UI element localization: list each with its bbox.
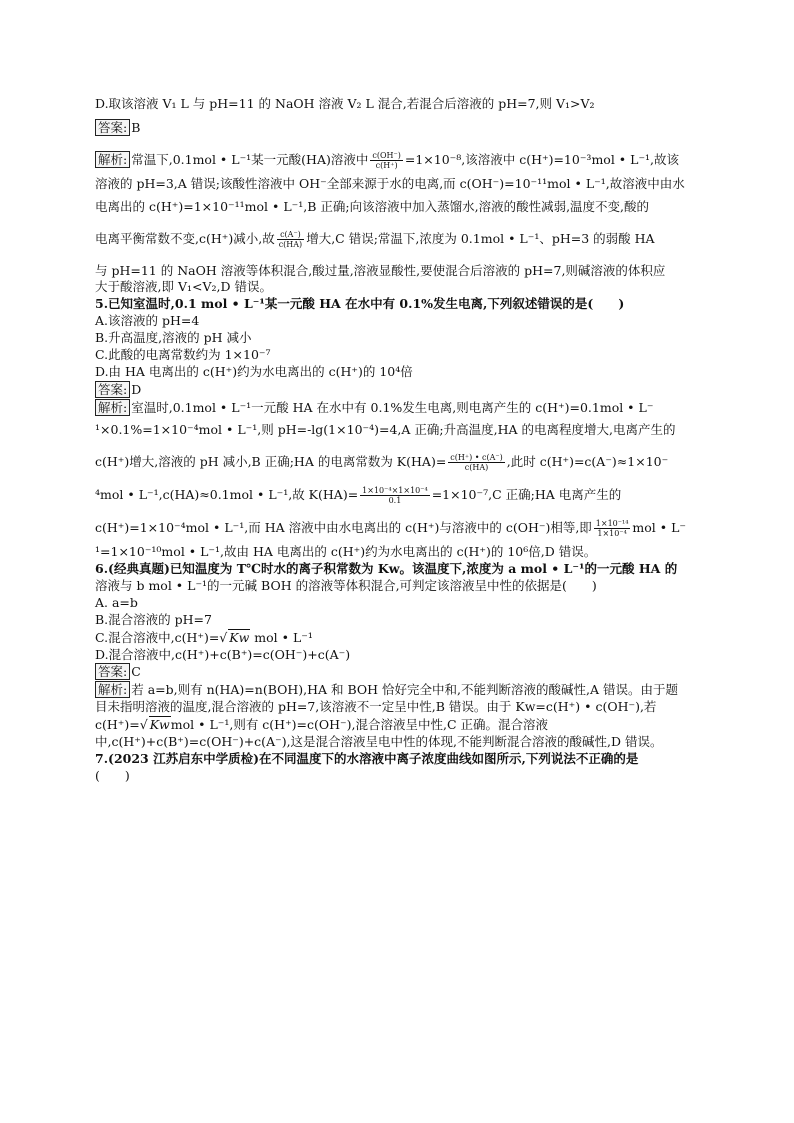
fraction: $\frac{\text{1×10⁻¹⁴}}{\text{1×10⁻⁴}}$ (595, 519, 629, 539)
document-page (95, 96, 710, 785)
q4-option-d: D.取该溶液 V₁ L 与 pH=11 的 NaOH 溶液 V₂ L 混合,若混合后溶液的 pH=7,则 V₁>V₂ (95, 96, 595, 111)
q6-option-a: A. a=b (95, 594, 138, 610)
analysis-label: 解析: (95, 681, 130, 698)
q5-analysis-line-2: ¹×0.1%=1×10⁻⁴mol • L⁻¹,则 pH=-lg(1×10⁻⁴)=4,A 正确;升高温度,HA 的电离程度增大,电离产生的 (95, 422, 676, 438)
q5-stem: 5.已知室温时,0.1 mol • L⁻¹某一元酸 HA 在水中有 0.1%发生电离,下列叙述错误的是( ) (95, 296, 625, 312)
q6-option-d: D.混合溶液中,c(H⁺)+c(B⁺)=c(OH⁻)+c(A⁻) (95, 646, 351, 662)
answer-value: C (131, 664, 141, 680)
q6-analysis-line-4: 中,c(H⁺)+c(B⁺)=c(OH⁻)+c(A⁻),这是混合溶液呈电中性的体现,不能判断混合溶液的酸碱性,D 错误。 (95, 733, 663, 749)
answer-label: 答案: (95, 381, 130, 398)
q7-stem-line-1: 7.(2023 江苏启东中学质检)在不同温度下的水溶液中离子浓度曲线如图所示,下列说法不正确的是 (95, 750, 639, 766)
answer-value: D (131, 381, 142, 397)
fraction: $\frac{c(A^-)}{c(HA)}$ (278, 229, 303, 249)
q6-analysis-line-2: 目未指明溶液的温度,混合溶液的 pH=7,该溶液不一定呈中性,B 错误。由于 Kw=c(H⁺) • c(OH⁻),若 (95, 699, 657, 715)
q6-analysis-line-1: 解析: 若 a=b,则有 n(HA)=n(BOH),HA 和 BOH 恰好完全中和,不能判断溶液的酸碱性,A 错误。由于题 (95, 681, 710, 699)
q5-option-a: A.该溶液的 pH=4 (95, 313, 200, 329)
q6-stem-line-1: 6.(经典真题)已知温度为 T℃时水的离子积常数为 Kw。该温度下,浓度为 a mol • L⁻¹的一元酸 HA 的 (95, 561, 678, 577)
analysis-label: 解析: (95, 399, 130, 416)
q4-analysis-line-2: 溶液的 pH=3,A 错误;该酸性溶液中 OH⁻全部来源于水的电离,而 c(OH⁻)=10⁻¹¹mol • L⁻¹,故溶液中由水 (95, 175, 685, 191)
sqrt-radicand: Kw (149, 717, 170, 732)
analysis-label: 解析: (95, 151, 130, 168)
q6-answer (95, 663, 710, 681)
fraction: $\frac{c(H^+) • c(A^-)}{c(HA)}$ (450, 453, 503, 473)
q6-option-b: B.混合溶液的 pH=7 (95, 611, 212, 627)
answer-label: 答案: (95, 119, 130, 136)
answer-label: 答案: (95, 663, 130, 680)
q5-analysis-line-4: ⁴mol • L⁻¹,c(HA)≈0.1mol • L⁻¹,故 K(HA)= $\frac{\text{1×10⁻⁴×1×10⁻⁴}}{0.1}$ =1×10⁻⁷,C 正确;HA 电离产生的 (95, 486, 622, 506)
fraction: $\frac{c(OH^-)}{c(H^+)}$ (372, 150, 401, 170)
q7-stem-line-2: ( ) (95, 767, 130, 783)
fraction: $\frac{\text{1×10⁻⁴×1×10⁻⁴}}{0.1}$ (362, 486, 428, 506)
q6-stem-line-2: 溶液与 b mol • L⁻¹的一元碱 BOH 的溶液等体积混合,可判定该溶液呈中性的依据是( ) (95, 578, 597, 593)
sqrt-radicand: Kw (229, 629, 250, 645)
q5-analysis-line-1: 解析: 室温时,0.1mol • L⁻¹一元酸 HA 在水中有 0.1%发生电离,则电离产生的 c(H⁺)=0.1mol • L⁻ (95, 399, 710, 417)
q4-analysis-line-5: 与 pH=11 的 NaOH 溶液等体积混合,酸过量,溶液显酸性,要使混合后溶液的 pH=7,则碱溶液的体积应 (95, 262, 666, 278)
answer-value: B (131, 119, 141, 135)
q5-option-b: B.升高温度,溶液的 pH 减小 (95, 330, 252, 345)
q4-analysis-line-6: 大于酸溶液,即 V₁<V₂,D 错误。 (95, 279, 272, 295)
q4-analysis-line-1: 解析: 常温下,0.1mol • L⁻¹某一元酸(HA)溶液中 $\frac{c(OH^-)}{c(H^+)}$ =1×10⁻⁸,该溶液中 c(H⁺)=10⁻³mol • L⁻¹,故该 (95, 151, 710, 170)
q6-option-c: C.混合溶液中,c(H⁺)=√ Kw mol • L⁻¹ (95, 629, 313, 645)
q5-analysis-line-5: c(H⁺)=1×10⁻⁴mol • L⁻¹,而 HA 溶液中由水电离出的 c(H⁺)与溶液中的 c(OH⁻)相等,即 $\frac{\text{1×10⁻¹⁴}}{\text{1×10⁻⁴}}$ mol • L⁻ (95, 519, 687, 539)
q4-analysis-line-3: 电离出的 c(H⁺)=1×10⁻¹¹mol • L⁻¹,B 正确;向该溶液中加入蒸馏水,溶液的酸性减弱,温度不变,酸的 (95, 198, 650, 214)
q5-option-d: D.由 HA 电离出的 c(H⁺)约为水电离出的 c(H⁺)的 10⁴倍 (95, 363, 413, 379)
q4-analysis-line-4: 电离平衡常数不变,c(H⁺)减小,故 $\frac{c(A^-)}{c(HA)}$ 增大,C 错误;常温下,浓度为 0.1mol • L⁻¹、pH=3 的弱酸 HA (95, 229, 655, 249)
q5-option-c: C.此酸的电离常数约为 1×10⁻⁷ (95, 346, 271, 362)
q5-analysis-line-3: c(H⁺)增大,溶液的 pH 减小,B 正确;HA 的电离常数为 K(HA)= $\frac{c(H^+) • c(A^-)}{c(HA)}$ ,此时 c(H⁺)=c(A⁻)≈1×10⁻ (95, 453, 669, 473)
q5-analysis-line-6: ¹=1×10⁻¹⁰mol • L⁻¹,故由 HA 电离出的 c(H⁺)约为水电离出的 c(H⁺)的 10⁶倍,D 错误。 (95, 544, 597, 560)
q4-answer (95, 119, 710, 137)
q6-analysis-line-3: c(H⁺)=√ Kwmol • L⁻¹,则有 c(H⁺)=c(OH⁻),混合溶液呈中性,C 正确。混合溶液 (95, 717, 549, 732)
q5-answer (95, 381, 710, 399)
